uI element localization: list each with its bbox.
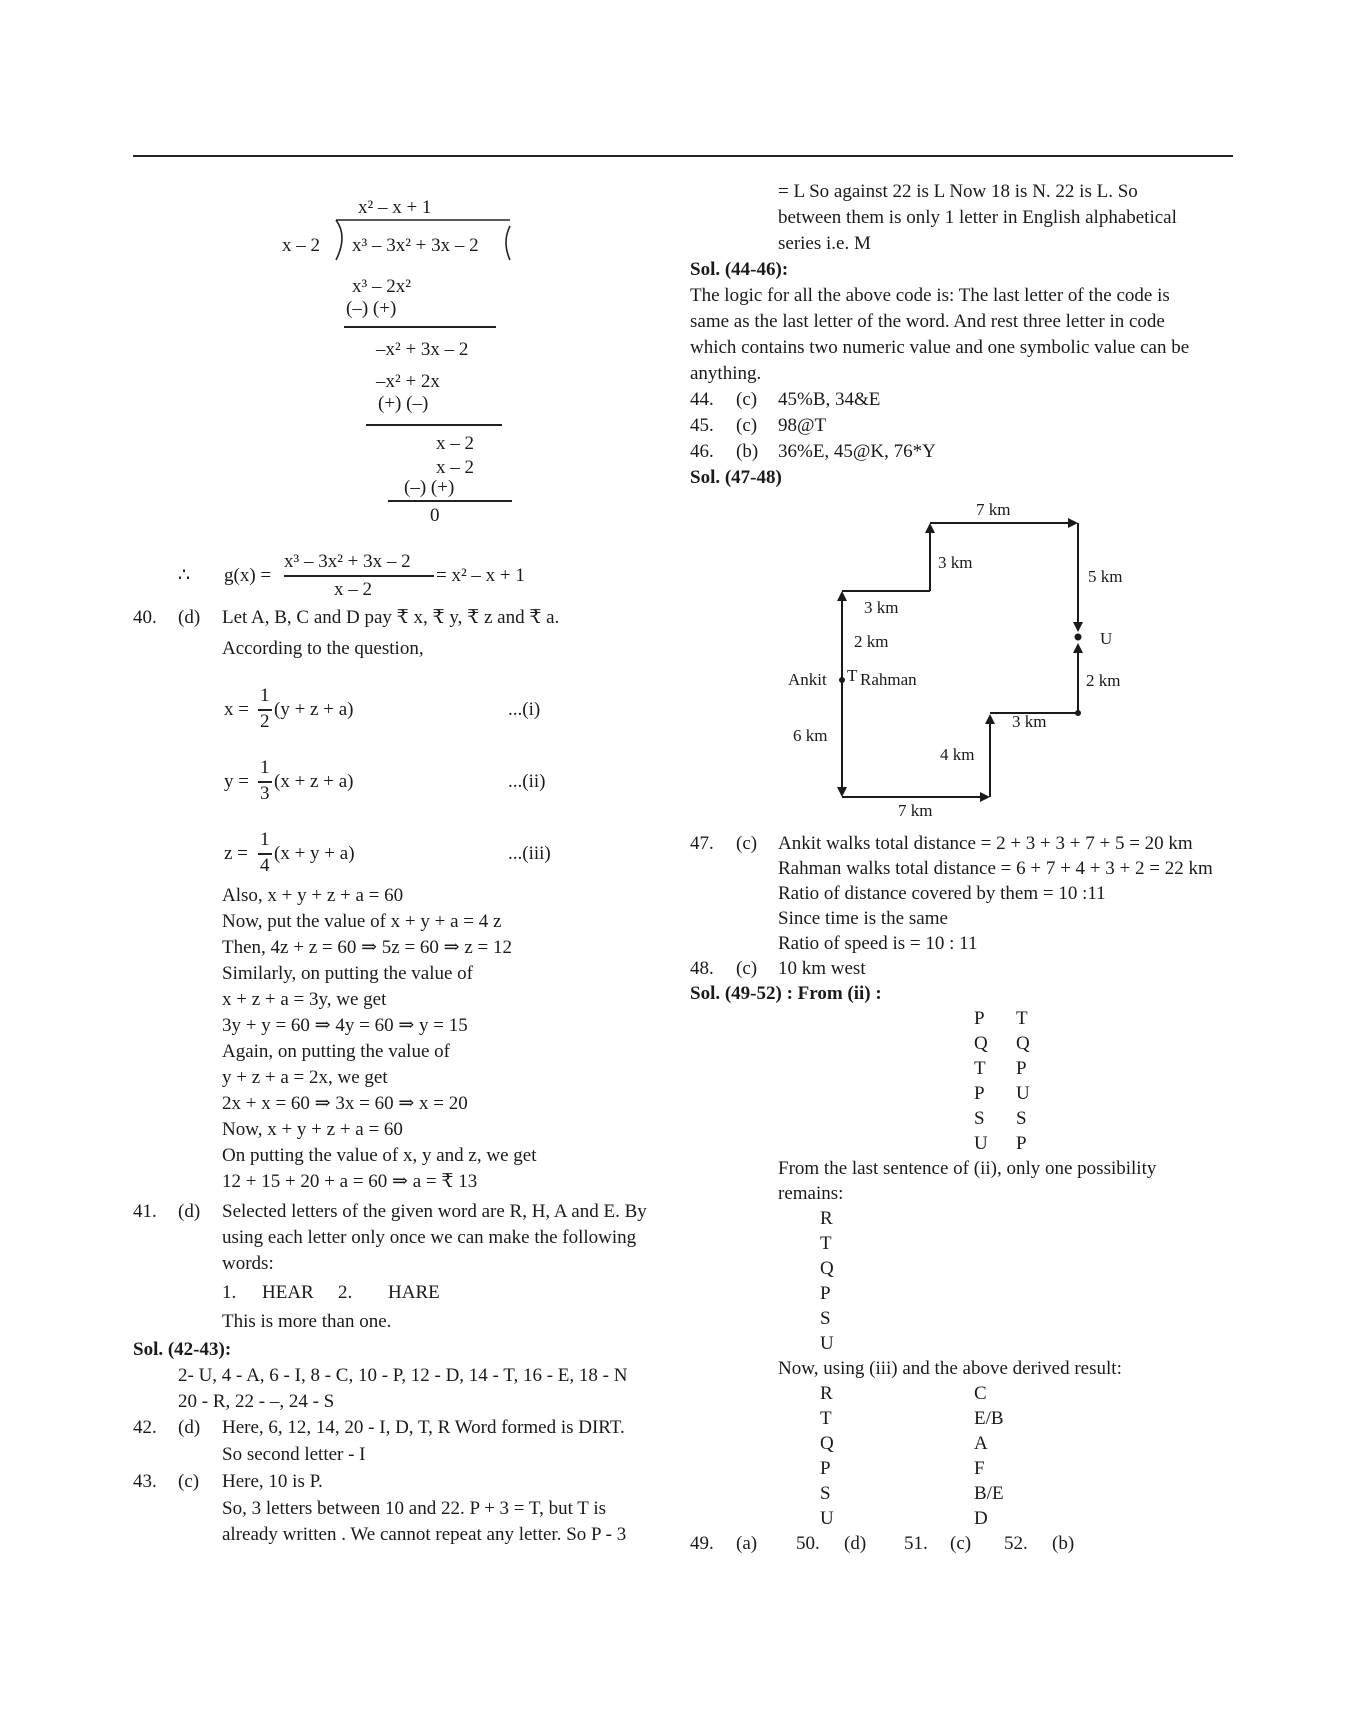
division-signs2: (+) (–) <box>378 393 429 414</box>
arrangement-e: F <box>974 1458 985 1479</box>
sol4243-heading: Sol. (42-43): <box>133 1339 232 1360</box>
q42-number: 42. <box>133 1417 157 1438</box>
arrangement-a: T <box>974 1058 986 1079</box>
arrangement-d: R <box>820 1383 833 1404</box>
answer-number: 45. <box>690 415 714 436</box>
sol4243-line-2: 20 - R, 22 - –, 24 - S <box>178 1391 335 1412</box>
q47-line: Ratio of distance covered by them = 10 :11 <box>778 883 1106 904</box>
q47-line: Ratio of speed is = 10 : 11 <box>778 933 978 954</box>
arrangement-c: U <box>820 1333 834 1354</box>
g-rhs: = x² – x + 1 <box>436 565 525 586</box>
q40-step: 2x + x = 60 ⇒ 3x = 60 ⇒ x = 20 <box>222 1093 468 1114</box>
arrangement-c: S <box>820 1308 831 1329</box>
division-step3: x – 2 <box>436 457 474 478</box>
eq3-frac-den: 4 <box>260 855 270 876</box>
q43-option: (c) <box>178 1471 200 1492</box>
q40-number: 40. <box>133 607 157 628</box>
walking-path-diagram <box>770 495 1150 835</box>
right-top-line-3: series i.e. M <box>778 233 871 254</box>
point-start <box>839 677 845 683</box>
division-divisor: x – 2 <box>282 235 320 256</box>
q40-option: (d) <box>178 607 201 628</box>
arrangement-b: U <box>1016 1083 1030 1104</box>
q48-text: 10 km west <box>778 958 866 979</box>
answer-number: 46. <box>690 441 714 462</box>
sol4243-line-1: 2- U, 4 - A, 6 - I, 8 - C, 10 - P, 12 - D, 14 - T, 16 - E, 18 - N <box>178 1365 628 1386</box>
eq3-tag: ...(iii) <box>508 843 551 864</box>
arrangement-d: Q <box>820 1433 834 1454</box>
label-2km-a: 2 km <box>854 632 889 651</box>
right-top-line-2: between them is only 1 letter in English alphabetical <box>778 207 1177 228</box>
sol4952-line-1: From the last sentence of (ii), only one possibility <box>778 1158 1157 1179</box>
q41-line: using each letter only once we can make the following <box>222 1227 637 1248</box>
g-denominator: x – 2 <box>334 579 372 600</box>
final-answer-number: 51. <box>904 1533 928 1554</box>
final-answer-option: (a) <box>736 1533 758 1554</box>
q41-line: words: <box>222 1253 274 1274</box>
label-3km-a: 3 km <box>938 553 973 572</box>
final-answer-option: (c) <box>950 1533 972 1554</box>
arrangement-a: P <box>974 1083 985 1104</box>
answer-option: (c) <box>736 389 758 410</box>
answer-text: 98@T <box>778 415 827 436</box>
division-rem1: –x² + 3x – 2 <box>376 339 469 360</box>
q43-line-1: Here, 10 is P. <box>222 1471 323 1492</box>
label-rahman: Rahman <box>860 670 917 689</box>
eq2-lhs: y = <box>224 771 249 792</box>
arrangement-d: U <box>820 1508 834 1529</box>
final-answer-option: (d) <box>844 1533 867 1554</box>
eq2-rhs: (x + z + a) <box>274 771 354 792</box>
q40-step: y + z + a = 2x, we get <box>222 1067 388 1088</box>
eq1-lhs: x = <box>224 699 249 720</box>
eq1-frac-den: 2 <box>260 711 270 732</box>
eq3-rhs: (x + y + a) <box>274 843 355 864</box>
eq3-frac-num: 1 <box>260 829 270 850</box>
g-lhs: g(x) = <box>224 565 272 586</box>
answer-text: 45%B, 34&E <box>778 389 881 410</box>
q47-number: 47. <box>690 833 714 854</box>
answer-text: 36%E, 45@K, 76*Y <box>778 441 936 462</box>
q40-step: Also, x + y + z + a = 60 <box>222 885 404 906</box>
division-step2: –x² + 2x <box>376 371 440 392</box>
division-rem2: x – 2 <box>436 433 474 454</box>
arrangement-e: C <box>974 1383 987 1404</box>
sol4446-line: which contains two numeric value and one symbolic value can be <box>690 337 1190 358</box>
division-step1: x³ – 2x² <box>352 276 411 297</box>
arrangement-e: E/B <box>974 1408 1004 1429</box>
q41-word-1: HEAR <box>262 1282 314 1303</box>
eq1-rhs: (y + z + a) <box>274 699 354 720</box>
q43-number: 43. <box>133 1471 157 1492</box>
q41-word-2-num: 2. <box>338 1282 353 1303</box>
eq1-frac-num: 1 <box>260 685 270 706</box>
final-answer-number: 50. <box>796 1533 820 1554</box>
q40-step: 3y + y = 60 ⇒ 4y = 60 ⇒ y = 15 <box>222 1015 468 1036</box>
point-u <box>1075 634 1082 641</box>
sol4446-line: The logic for all the above code is: The last letter of the code is <box>690 285 1170 306</box>
q47-option: (c) <box>736 833 758 854</box>
answer-option: (c) <box>736 415 758 436</box>
arrangement-b: T <box>1016 1008 1028 1029</box>
q41-number: 41. <box>133 1201 157 1222</box>
label-t: T <box>847 666 858 685</box>
sol4952-line-3: Now, using (iii) and the above derived result: <box>778 1358 1122 1379</box>
q47-line: Since time is the same <box>778 908 948 929</box>
division-dividend: x³ – 3x² + 3x – 2 <box>352 235 479 256</box>
q42-line-2: So second letter - I <box>222 1444 366 1465</box>
arrangement-c: Q <box>820 1258 834 1279</box>
g-fraction-bar <box>284 575 434 577</box>
answer-number: 44. <box>690 389 714 410</box>
q40-step: Then, 4z + z = 60 ⇒ 5z = 60 ⇒ z = 12 <box>222 937 512 958</box>
final-answer-number: 52. <box>1004 1533 1028 1554</box>
q43-line-3: already written . We cannot repeat any letter. So P - 3 <box>222 1524 627 1545</box>
arrangement-e: A <box>974 1433 988 1454</box>
answer-option: (b) <box>736 441 759 462</box>
therefore-symbol: ∴ <box>178 565 191 586</box>
eq2-frac-num: 1 <box>260 757 270 778</box>
division-signs1: (–) (+) <box>346 298 397 319</box>
label-top-7km: 7 km <box>976 500 1011 519</box>
q40-line-1: Let A, B, C and D pay ₹ x, ₹ y, ₹ z and ₹ a. <box>222 607 560 628</box>
division-rule-1 <box>344 326 496 328</box>
final-answer-option: (b) <box>1052 1533 1075 1554</box>
sol4952-line-2: remains: <box>778 1183 844 1204</box>
division-rule-3 <box>388 500 512 502</box>
division-final: 0 <box>430 505 440 526</box>
arrangement-d: T <box>820 1408 832 1429</box>
q40-line-2: According to the question, <box>222 638 424 659</box>
q41-tail: This is more than one. <box>222 1311 392 1332</box>
arrangement-d: S <box>820 1483 831 1504</box>
q47-line: Ankit walks total distance = 2 + 3 + 3 + 7 + 5 = 20 km <box>778 833 1193 854</box>
eq3-lhs: z = <box>224 843 248 864</box>
arrangement-b: Q <box>1016 1033 1030 1054</box>
label-3km-b: 3 km <box>864 598 899 617</box>
label-4km: 4 km <box>940 745 975 764</box>
label-ankit: Ankit <box>788 670 827 689</box>
arrangement-e: B/E <box>974 1483 1004 1504</box>
point-turn <box>1075 710 1081 716</box>
arrangement-a: Q <box>974 1033 988 1054</box>
header-rule <box>133 155 1233 157</box>
q42-option: (d) <box>178 1417 201 1438</box>
arrangement-b: P <box>1016 1133 1027 1154</box>
q48-option: (c) <box>736 958 758 979</box>
q40-step: Now, put the value of x + y + a = 4 z <box>222 911 502 932</box>
label-bottom-7km: 7 km <box>898 801 933 820</box>
arrangement-a: S <box>974 1108 985 1129</box>
sol4748-heading: Sol. (47-48) <box>690 467 782 488</box>
arrangement-c: R <box>820 1208 833 1229</box>
arrangement-b: P <box>1016 1058 1027 1079</box>
arrangement-c: P <box>820 1283 831 1304</box>
sol4446-heading: Sol. (44-46): <box>690 259 789 280</box>
division-signs3: (–) (+) <box>404 477 455 498</box>
q41-line: Selected letters of the given word are R, H, A and E. By <box>222 1201 647 1222</box>
q42-line-1: Here, 6, 12, 14, 20 - I, D, T, R Word formed is DIRT. <box>222 1417 625 1438</box>
q41-word-2: HARE <box>388 1282 440 1303</box>
sol4446-line: anything. <box>690 363 762 384</box>
eq2-frac-den: 3 <box>260 783 270 804</box>
q47-line: Rahman walks total distance = 6 + 7 + 4 + 3 + 2 = 22 km <box>778 858 1213 879</box>
sol4446-line: same as the last letter of the word. And rest three letter in code <box>690 311 1165 332</box>
g-numerator: x³ – 3x² + 3x – 2 <box>284 551 411 572</box>
division-rule-2 <box>366 424 502 426</box>
q43-line-2: So, 3 letters between 10 and 22. P + 3 = T, but T is <box>222 1498 606 1519</box>
label-u: U <box>1100 629 1113 648</box>
arrangement-d: P <box>820 1458 831 1479</box>
sol4952-heading: Sol. (49-52) : From (ii) : <box>690 983 882 1004</box>
q40-step: Again, on putting the value of <box>222 1041 450 1062</box>
final-answer-number: 49. <box>690 1533 714 1554</box>
q48-number: 48. <box>690 958 714 979</box>
q40-step: On putting the value of x, y and z, we get <box>222 1145 537 1166</box>
label-6km: 6 km <box>793 726 828 745</box>
arrangement-a: U <box>974 1133 988 1154</box>
q40-step: 12 + 15 + 20 + a = 60 ⇒ a = ₹ 13 <box>222 1171 478 1192</box>
q40-step: Similarly, on putting the value of <box>222 963 474 984</box>
arrangement-a: P <box>974 1008 985 1029</box>
q40-step: Now, x + y + z + a = 60 <box>222 1119 403 1140</box>
right-top-line-1: = L So against 22 is L Now 18 is N. 22 is L. So <box>778 181 1138 202</box>
q40-step: x + z + a = 3y, we get <box>222 989 387 1010</box>
label-5km: 5 km <box>1088 567 1123 586</box>
label-3km-c: 3 km <box>1012 712 1047 731</box>
q41-word-1-num: 1. <box>222 1282 237 1303</box>
eq2-tag: ...(ii) <box>508 771 546 792</box>
q41-option: (d) <box>178 1201 201 1222</box>
arrangement-e: D <box>974 1508 988 1529</box>
eq1-tag: ...(i) <box>508 699 541 720</box>
division-quotient: x² – x + 1 <box>358 197 432 218</box>
arrangement-c: T <box>820 1233 832 1254</box>
label-2km-b: 2 km <box>1086 671 1121 690</box>
arrangement-b: S <box>1016 1108 1027 1129</box>
